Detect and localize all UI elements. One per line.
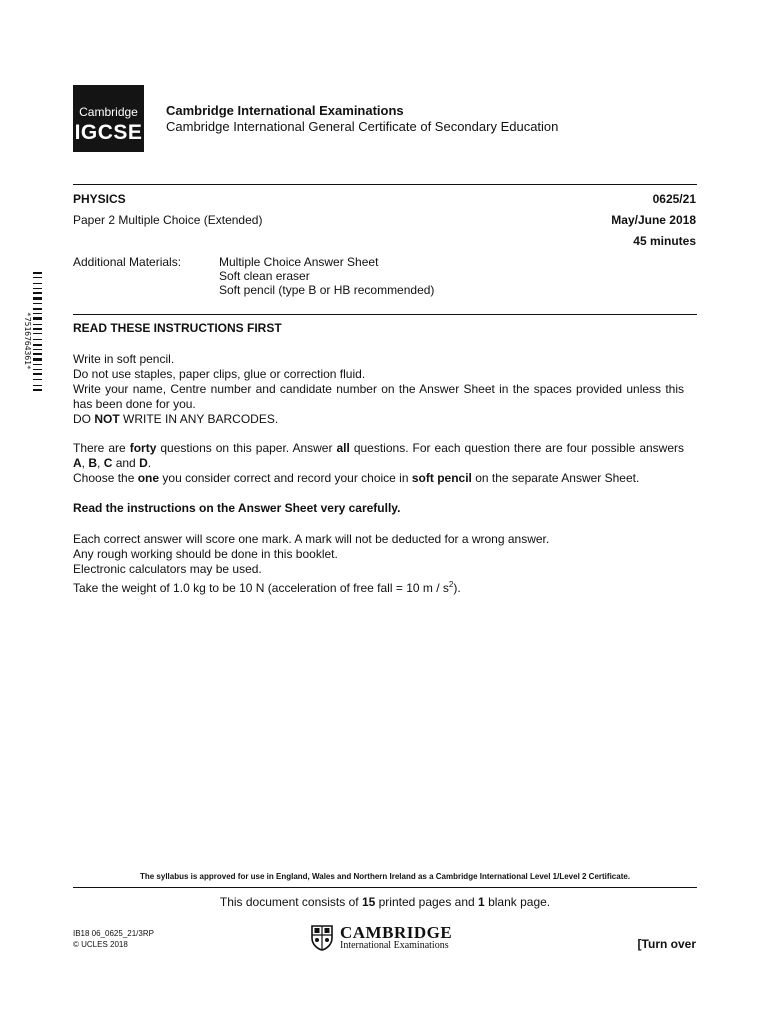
instruction-line: Electronic calculators may be used. <box>73 562 262 576</box>
barcode-bar <box>33 324 42 325</box>
barcode-bar <box>33 389 42 391</box>
exam-board-subtitle: Cambridge International General Certificate of Secondary Education <box>166 119 559 134</box>
header-rule-top <box>73 184 697 185</box>
barcode-bar <box>33 364 42 365</box>
barcode-bar <box>33 349 42 350</box>
instructions-block-3 <box>73 532 684 596</box>
subject: PHYSICS <box>73 192 126 206</box>
barcode-bar <box>33 344 42 346</box>
footer-rule <box>73 887 697 888</box>
instruction-line: Do not use staples, paper clips, glue or correction fluid. <box>73 367 366 381</box>
instruction-line-choose: Choose the one you consider correct and record your choice in soft pencil on the separate Answer Sheet. <box>73 471 640 485</box>
barcode-bars <box>33 272 42 410</box>
barcode-bar <box>33 328 42 330</box>
barcode-bar <box>33 353 42 355</box>
barcode-bar <box>33 385 42 386</box>
instruction-line-barcodes: DO NOT WRITE IN ANY BARCODES. <box>73 412 279 426</box>
cambridge-crest-icon <box>311 925 333 951</box>
paper-code: 0625/21 <box>652 192 696 206</box>
material-item: Multiple Choice Answer Sheet <box>219 255 379 269</box>
read-answer-sheet: Read the instructions on the Answer Sheet very carefully. <box>73 501 401 515</box>
barcode-bar <box>33 308 42 310</box>
exam-duration: 45 minutes <box>633 234 696 248</box>
exam-board-name: Cambridge International Examinations <box>166 103 404 118</box>
instructions-block-1 <box>73 352 684 427</box>
syllabus-note: The syllabus is approved for use in England, Wales and Northern Ireland as a Cambridge International Level 1/Level 2 Certificate. <box>139 872 631 881</box>
material-item: Soft clean eraser <box>219 269 310 283</box>
barcode-bar <box>33 292 42 294</box>
instruction-line: Write your name, Centre number and candidate number on the Answer Sheet in the spaces provided unless this has been done for you. <box>73 382 684 411</box>
page-count-note: This document consists of 15 printed pages and 1 blank page. <box>219 895 551 909</box>
turn-over: [Turn over <box>637 937 696 951</box>
materials-list <box>219 255 434 297</box>
instruction-line: Each correct answer will score one mark. A mark will not be deducted for a wrong answer. <box>73 532 550 546</box>
barcode-bar <box>33 297 42 300</box>
barcode-bar <box>33 313 42 314</box>
barcode-bar <box>33 303 42 304</box>
barcode-text: *7516764361* <box>23 312 32 370</box>
barcode-bar <box>33 277 42 278</box>
instruction-line: Any rough working should be done in this booklet. <box>73 547 338 561</box>
barcode-bar <box>33 317 42 320</box>
exam-session: May/June 2018 <box>611 213 696 227</box>
barcode-bar <box>33 288 42 289</box>
cambridge-wordmark-subtitle: International Examinations <box>340 940 449 951</box>
copyright: © UCLES 2018 <box>73 940 128 949</box>
paper-title: Paper 2 Multiple Choice (Extended) <box>73 213 263 227</box>
materials-label: Additional Materials: <box>73 255 182 269</box>
document-reference: IB18 06_0625_21/3RP <box>73 929 154 938</box>
material-item: Soft pencil (type B or HB recommended) <box>219 283 435 297</box>
barcode-bar <box>33 379 42 380</box>
barcode-bar <box>33 369 42 370</box>
barcode-bar <box>33 333 42 334</box>
barcode-bar <box>33 283 42 284</box>
instruction-line: Write in soft pencil. <box>73 352 175 366</box>
barcode-bar <box>33 373 42 375</box>
cambridge-wordmark: CAMBRIDGE <box>340 923 453 942</box>
barcode-bar <box>33 358 42 361</box>
logo-cambridge-text: Cambridge <box>79 105 138 119</box>
instruction-line-weight: Take the weight of 1.0 kg to be 10 N (acceleration of free fall = 10 m / $s^2$). <box>73 580 461 595</box>
logo-igcse-text: IGCSE <box>74 121 143 144</box>
barcode-bar <box>33 272 42 274</box>
instruction-line-questions: There are forty questions on this paper. Answer all questions. For each question there are four possible answers A, B, C and D. <box>73 441 685 470</box>
instructions-heading: READ THESE INSTRUCTIONS FIRST <box>73 321 282 335</box>
igcse-logo <box>73 85 144 152</box>
barcode-bar <box>33 339 42 340</box>
instructions-block-2 <box>73 441 684 486</box>
barcode <box>22 270 40 412</box>
header-rule-bottom <box>73 314 697 315</box>
